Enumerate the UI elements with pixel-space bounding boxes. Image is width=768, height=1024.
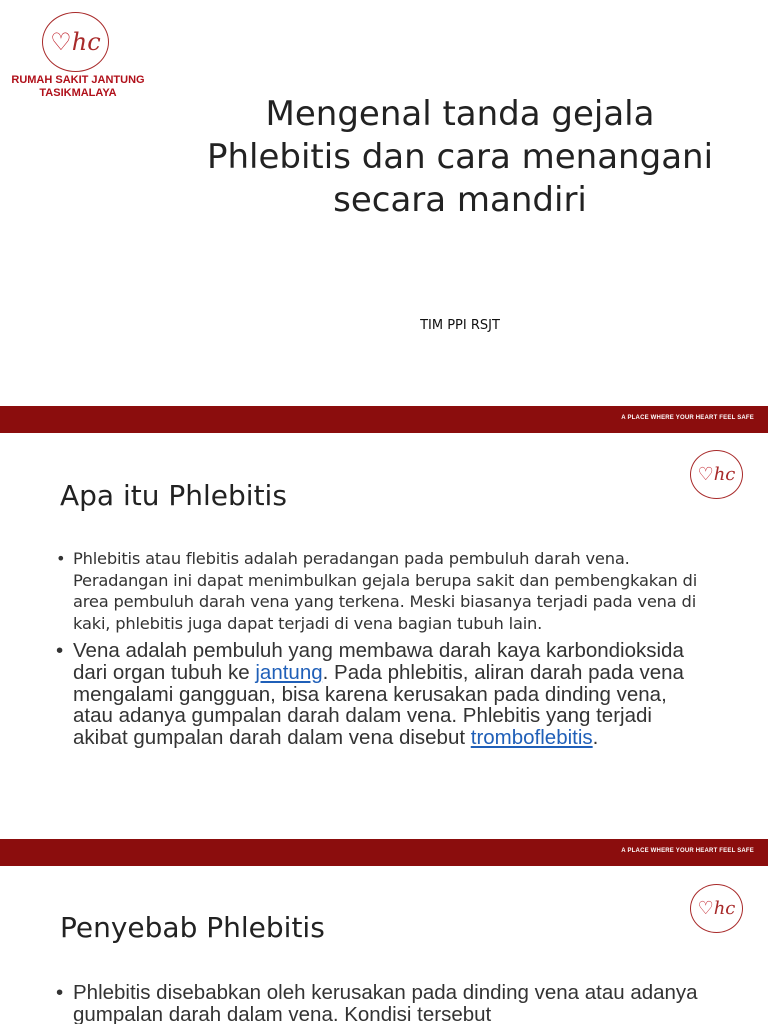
presentation-title: Mengenal tanda gejala Phlebitis dan cara menangani secara mandiri: [206, 94, 714, 220]
tagline: A PLACE WHERE YOUR HEART FEEL SAFE: [621, 415, 754, 421]
heart-icon: ♡: [697, 898, 714, 919]
tagline: A PLACE WHERE YOUR HEART FEEL SAFE: [621, 848, 754, 854]
heart-icon: ♡: [50, 28, 72, 56]
bullet-list: [56, 982, 712, 1024]
presentation-subtitle: TIM PPI RSJT: [420, 318, 500, 333]
hospital-logo: ♡ hc: [690, 450, 743, 499]
heart-icon: ♡: [697, 464, 714, 485]
slide-definition: [0, 433, 768, 866]
footer-bar: [0, 839, 768, 866]
slide-title: [0, 0, 768, 433]
bullet-list: [56, 548, 712, 749]
slide-title: Apa itu Phlebitis: [60, 479, 287, 512]
footer-bar: [0, 406, 768, 433]
bullet-item: • Phlebitis disebabkan oleh kerusakan pada dinding vena atau adanya gumpalan darah dalam vena. Kondisi tersebut: [56, 982, 712, 1024]
hospital-logo: ♡ hc: [690, 884, 743, 933]
hospital-name: RUMAH SAKIT JANTUNG TASIKMALAYA: [11, 74, 145, 99]
bullet-item: • Phlebitis atau flebitis adalah peradangan pada pembuluh darah vena. Peradangan ini dapat menimbulkan gejala berupa sakit dan pembengkakan di area pembuluh darah vena yang terkena. Meski biasanya terjadi pada vena di kaki, phlebitis juga dapat terjadi di vena bagian tubuh lain.: [56, 548, 712, 634]
tromboflebitis-link[interactable]: tromboflebitis: [470, 726, 593, 750]
slide-gap: [0, 866, 768, 874]
bullet-item: • Vena adalah pembuluh yang membawa darah kaya karbondioksida dari organ tubuh ke jantung. Pada phlebitis, aliran darah pada vena mengalami gangguan, bisa karena kerusakan pada dinding vena, atau adanya gumpalan darah dalam vena. Phlebitis yang terjadi akibat gumpalan darah dalam vena disebut tromboflebitis.: [56, 640, 712, 749]
slide-gap: [0, 433, 768, 441]
hospital-logo: ♡ hc: [42, 12, 109, 72]
slide-title: Penyebab Phlebitis: [60, 911, 325, 944]
jantung-link[interactable]: jantung: [255, 660, 323, 684]
slide-causes: [0, 866, 768, 1024]
